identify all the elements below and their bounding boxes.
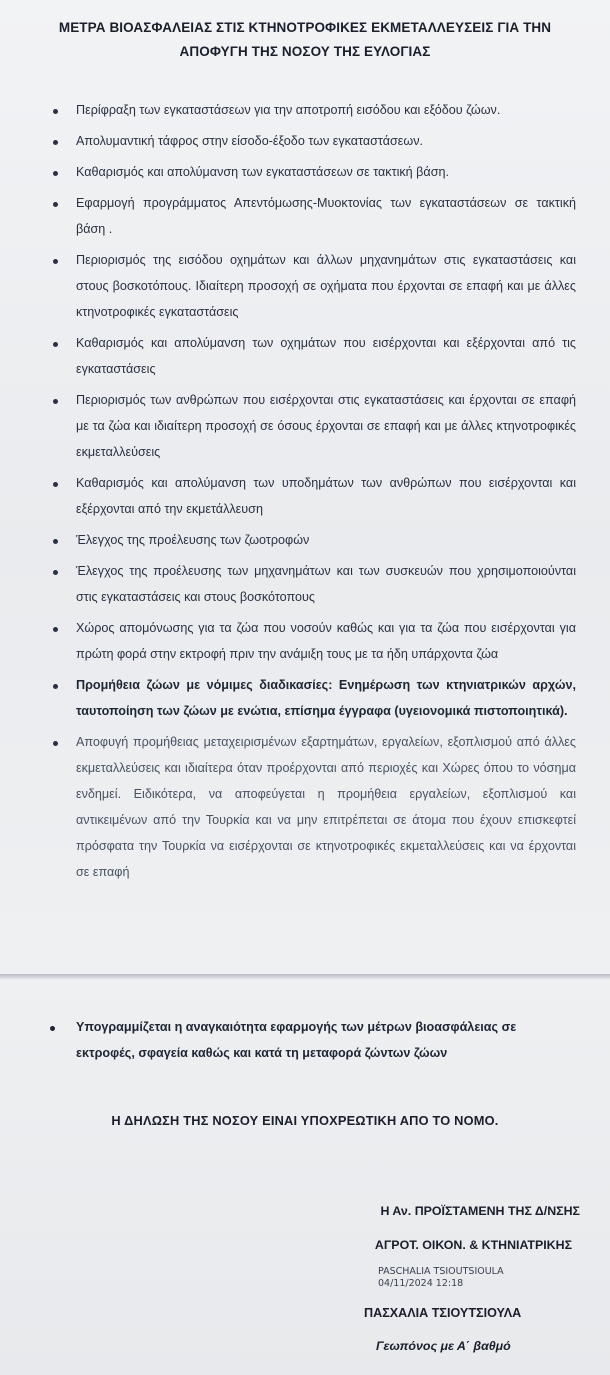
signatory-role-line-2: ΑΓΡΟΤ. ΟΙΚΟΝ. & ΚΤΗΝΙΑΤΡΙΚΗΣ xyxy=(374,1238,572,1252)
measure-item: Καθαρισμός και απολύμανση των υποδημάτων των ανθρώπων που εισέρχονται και εξέρχονται από την εκμετάλλευση xyxy=(0,470,610,522)
digital-signature-date: 04/11/2024 12:18 xyxy=(378,1278,464,1289)
measure-item: Έλεγχος της προέλευσης των ζωοτροφών xyxy=(0,527,610,553)
measure-item: Εφαρμογή προγράμματος Απεντόμωσης-Μυοκτονίας των εγκαταστάσεων σε τακτική βάση . xyxy=(0,190,610,242)
measure-item: Καθαρισμός και απολύμανση των οχημάτων που εισέρχονται και εξέρχονται από τις εγκαταστάσεις xyxy=(0,330,610,382)
measure-item: Περιορισμός των ανθρώπων που εισέρχονται στις εγκαταστάσεις και έρχονται σε επαφή με τα ζώα και ιδιαίτερη προσοχή σε όσους έρχονται σε επαφή και με άλλες κτηνοτροφικές εκμεταλλεύσεις xyxy=(0,387,610,465)
measure-item: Απολυμαντική τάφρος στην είσοδο-έξοδο των εγκαταστάσεων. xyxy=(0,128,610,154)
mandatory-declaration-notice: Η ΔΗΛΩΣΗ ΤΗΣ ΝΟΣΟΥ ΕΙΝΑΙ ΥΠΟΧΡΕΩΤΙΚΗ ΑΠΟ ΤΟ ΝΟΜΟ. xyxy=(111,1113,499,1128)
digital-signature-stamp xyxy=(378,1266,504,1290)
measure-item-avoid-equipment: Αποφυγή προμήθειας μεταχειρισμένων εξαρτημάτων, εργαλείων, εξοπλισμού από άλλες εκμεταλλεύσεις και ιδιαίτερα όταν προέρχονται από περιοχές και Χώρες όπου το νόσημα ενδημεί. Ειδικότερα, να αποφεύγεται η προμήθεια εργαλείων, εξοπλισμού και αντικειμένων από την Τουρκία και να μην επιτρέπεται σε άτομα που έχουν επισκεφτεί πρόσφατα την Τουρκία να εισέρχονται σε κτηνοτροφικές εκμεταλλεύσεις και να έρχονται σε επαφή xyxy=(0,729,610,885)
document-title xyxy=(14,16,596,64)
signatory-role-line-1: Η Αν. ΠΡΟΪΣΤΑΜΕΝΗ ΤΗΣ Δ/ΝΣΗΣ xyxy=(380,1204,580,1218)
signatory-title: Γεωπόνος με Α΄ βαθμό xyxy=(376,1339,511,1353)
title-line-1: ΜΕΤΡΑ ΒΙΟΑΣΦΑΛΕΙΑΣ ΣΤΙΣ ΚΤΗΝΟΤΡΟΦΙΚΕΣ ΕΚΜΕΤΑΛΛΕΥΣΕΙΣ ΓΙΑ ΤΗΝ xyxy=(58,20,552,35)
emphasis-note: Υπογραμμίζεται η αναγκαιότητα εφαρμογής των μέτρων βιοασφάλειας σε εκτροφές, σφαγεία καθώς και κατά τη μεταφορά ζώντων ζώων xyxy=(76,1020,517,1060)
measure-item: Χώρος απομόνωσης για τα ζώα που νοσούν καθώς και για τα ζώα που εισέρχονται για πρώτη φορά στην εκτροφή πριν την ανάμιξη τους με τα ήδη υπάρχοντα ζώα xyxy=(0,615,610,667)
measure-item: Έλεγχος της προέλευσης των μηχανημάτων και των συσκευών που χρησιμοποιούνται στις εγκαταστάσεις και στους βοσκότοπους xyxy=(0,558,610,610)
note-bullet xyxy=(50,1026,55,1031)
title-line-2: ΑΠΟΦΥΓΗ ΤΗΣ ΝΟΣΟΥ ΤΗΣ ΕΥΛΟΓΙΑΣ xyxy=(179,44,431,59)
measure-item-legal-procurement: Προμήθεια ζώων με νόμιμες διαδικασίες: Ενημέρωση των κτηνιατρικών αρχών, ταυτοποίηση των ζώων με ενώτια, επίσημα έγγραφα (υγειονομικά πιστοποιητικά). xyxy=(0,672,610,724)
biosecurity-measures-list xyxy=(0,97,610,890)
paper-fold-line xyxy=(0,974,610,980)
measure-item: Περιορισμός της εισόδου οχημάτων και άλλων μηχανημάτων στις εγκαταστάσεις και στους βοσκοτόπους. Ιδιαίτερη προσοχή σε οχήματα που έρχονται σε επαφή και με άλλες κτηνοτροφικές εγκαταστάσεις xyxy=(0,247,610,325)
measure-item: Περίφραξη των εγκαταστάσεων για την αποτροπή εισόδου και εξόδου ζώων. xyxy=(0,97,610,123)
measure-item: Καθαρισμός και απολύμανση των εγκαταστάσεων σε τακτική βάση. xyxy=(0,159,610,185)
signatory-name: ΠΑΣΧΑΛΙΑ ΤΣΙΟΥΤΣΙΟΥΛΑ xyxy=(364,1306,522,1320)
digital-signature-name: PASCHALIA TSIOUTSIOULA xyxy=(378,1266,504,1277)
